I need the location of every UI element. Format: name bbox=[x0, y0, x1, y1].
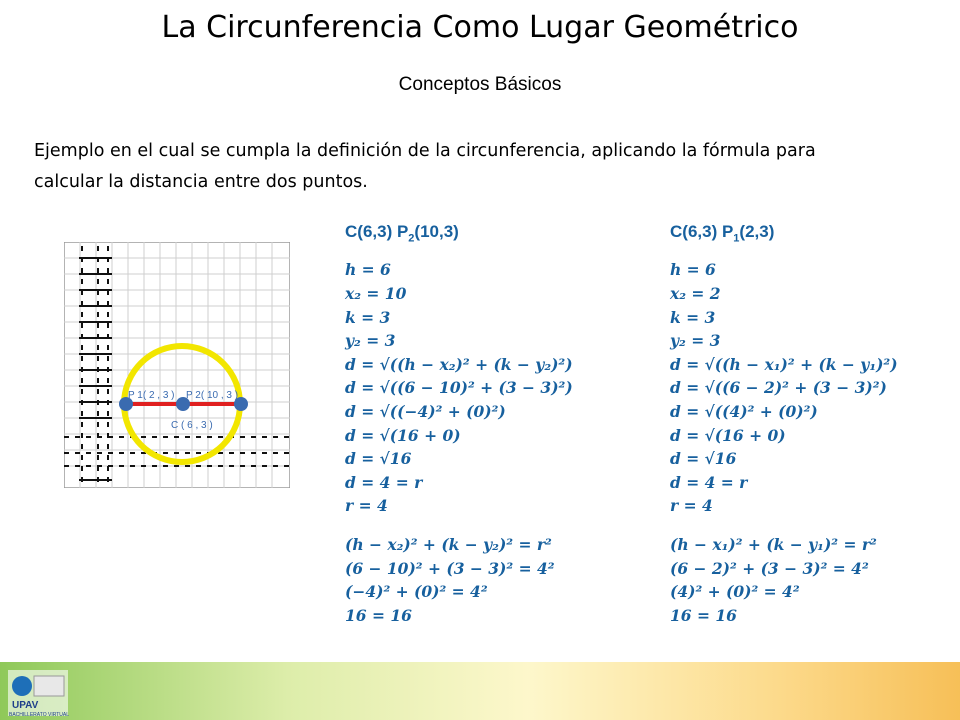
equation-line: r = 4 bbox=[670, 496, 713, 516]
logo-text: UPAV bbox=[12, 700, 39, 711]
equation-line: (−4)² + (0)² = 4² bbox=[345, 582, 488, 602]
column-heading-p1: C(6,3) $P_1(2,3)$ bbox=[670, 222, 775, 245]
equation-line: y₂ = 3 bbox=[670, 331, 721, 351]
solution-column-p2 bbox=[345, 222, 573, 627]
slide-subtitle: Conceptos Básicos bbox=[398, 74, 562, 95]
equation-line: d = √16 bbox=[670, 449, 737, 469]
equation-line: (6 − 10)² + (3 − 3)² = 4² bbox=[345, 558, 555, 578]
equation-line: d = √((4)² + (0)²) bbox=[670, 401, 818, 421]
footer-band bbox=[0, 662, 960, 720]
equation-line: x₂ = 2 bbox=[670, 283, 721, 303]
equation-line: (h − x₂)² + (k − y₂)² = r² bbox=[345, 534, 552, 554]
label-p2: P 2( 10 , 3 ) bbox=[186, 390, 239, 401]
column-heading-p2: C(6,3) $P_2(10,3)$ bbox=[345, 222, 459, 245]
equation-line: h = 6 bbox=[345, 260, 391, 280]
equation-line: d = 4 = r bbox=[670, 472, 748, 492]
equation-line: k = 3 bbox=[670, 307, 716, 327]
slide-title: La Circunferencia Como Lugar Geométrico bbox=[161, 10, 799, 45]
equation-line: y₂ = 3 bbox=[345, 331, 396, 351]
upav-logo bbox=[6, 668, 70, 718]
solution-column-p1 bbox=[670, 222, 898, 627]
equation-line: d = √((h − x₂)² + (k − y₂)²) bbox=[345, 354, 573, 374]
equation-line: x₂ = 10 bbox=[345, 283, 407, 303]
equation-line: d = √(16 + 0) bbox=[670, 425, 786, 445]
equation-line: (h − x₁)² + (k − y₁)² = r² bbox=[670, 534, 877, 554]
circle-figure bbox=[64, 242, 290, 488]
equation-line: d = √(16 + 0) bbox=[345, 425, 461, 445]
equation-line: (6 − 2)² + (3 − 3)² = 4² bbox=[670, 558, 869, 578]
logo-subtext: BACHILLERATO VIRTUAL bbox=[9, 712, 70, 718]
equation-line: (4)² + (0)² = 4² bbox=[670, 582, 800, 602]
intro-line-1: Ejemplo en el cual se cumpla la definición de la circunferencia, aplicando la fórmula para bbox=[34, 141, 816, 161]
intro-text bbox=[34, 136, 924, 198]
equation-line: h = 6 bbox=[670, 260, 716, 280]
label-center: C ( 6 , 3 ) bbox=[171, 420, 213, 431]
equation-line: 16 = 16 bbox=[345, 605, 412, 625]
equation-line: d = √((6 − 10)² + (3 − 3)²) bbox=[345, 378, 573, 398]
equation-line: k = 3 bbox=[345, 307, 391, 327]
equation-line: r = 4 bbox=[345, 496, 388, 516]
equation-line: d = √((h − x₁)² + (k − y₁)²) bbox=[670, 354, 898, 374]
equation-line: d = 4 = r bbox=[345, 472, 423, 492]
intro-line-2: calcular la distancia entre dos puntos. bbox=[34, 172, 368, 192]
equation-line: d = √16 bbox=[345, 449, 412, 469]
label-p1: P 1( 2 , 3 ) bbox=[128, 390, 175, 401]
equation-line: 16 = 16 bbox=[670, 605, 737, 625]
equation-line: d = √((6 − 2)² + (3 − 3)²) bbox=[670, 378, 887, 398]
equation-line: d = √((−4)² + (0)²) bbox=[345, 401, 506, 421]
